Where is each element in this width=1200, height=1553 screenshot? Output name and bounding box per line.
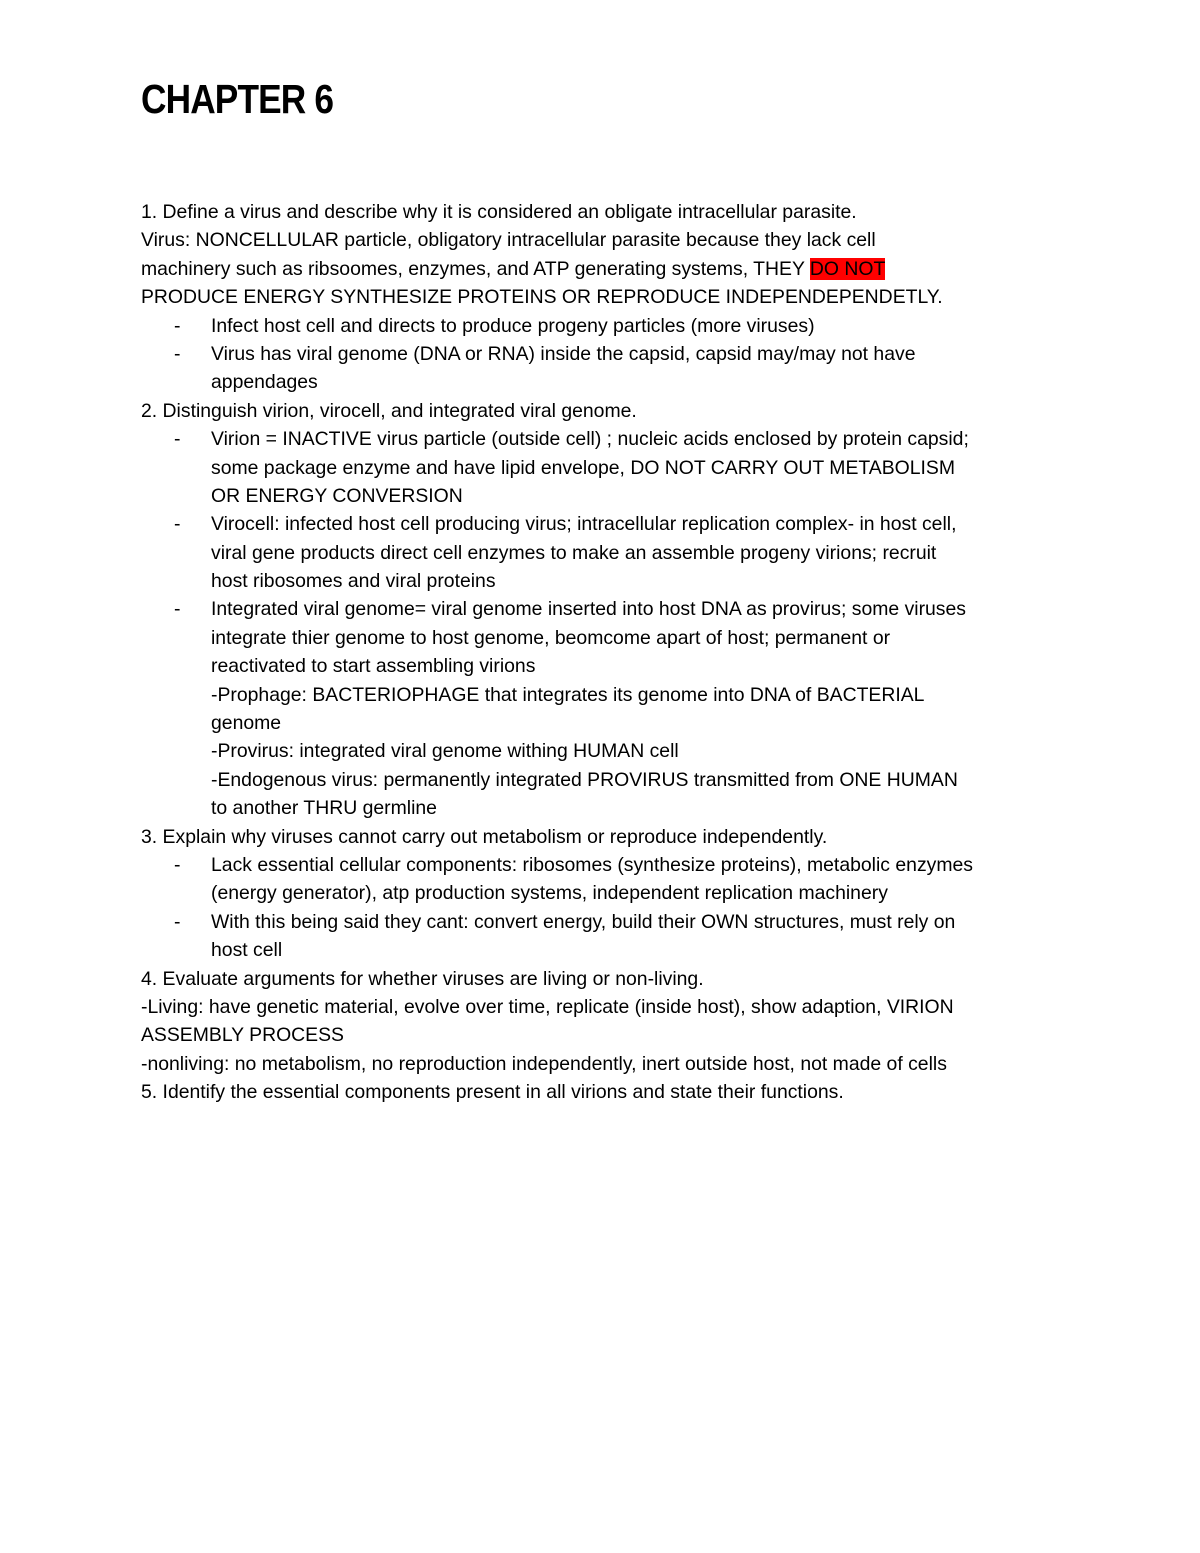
sub-note-line: genome [211, 712, 282, 735]
bullet-item [141, 908, 1071, 965]
sub-note-line: -Endogenous virus: permanently integrated PROVIRUS transmitted from ONE HUMAN [211, 768, 958, 791]
bullet-line: OR ENERGY CONVERSION [211, 484, 463, 507]
bullet-line: Virus has viral genome (DNA or RNA) inside the capsid, capsid may/may not have [211, 342, 916, 365]
q1-answer-line-2-text: machinery such as ribsoomes, enzymes, and ATP generating systems, THEY [141, 257, 810, 280]
bullet-line: Virion = INACTIVE virus particle (outside cell) ; nucleic acids enclosed by protein capsid; [211, 428, 969, 451]
question-3: 3. Explain why viruses cannot carry out metabolism or reproduce independently. [141, 825, 828, 848]
bullet-line: host ribosomes and viral proteins [211, 570, 496, 593]
bullet-dash: - [174, 428, 181, 451]
bullet-line: host cell [211, 939, 283, 962]
bullet-line: Lack essential cellular components: ribosomes (synthesize proteins), metabolic enzymes [211, 853, 973, 876]
bullet-dash: - [174, 853, 181, 876]
bullet-line: Infect host cell and directs to produce progeny particles (more viruses) [211, 314, 815, 337]
bullet-line: integrate thier genome to host genome, beomcome apart of host; permanent or [211, 626, 891, 649]
question-1: 1. Define a virus and describe why it is considered an obligate intracellular parasite. [141, 201, 857, 223]
bullet-item [141, 340, 1071, 397]
q4-living-line-1: -Living: have genetic material, evolve over time, replicate (inside host), show adaption, VIRION [141, 995, 954, 1018]
sub-note-line: to another THRU germline [211, 797, 437, 820]
sub-note-line: -Prophage: BACTERIOPHAGE that integrates its genome into DNA of BACTERIAL [211, 683, 925, 706]
q4-living-line-2: ASSEMBLY PROCESS [141, 1024, 344, 1047]
highlighted-text: DO NOT [809, 257, 886, 280]
bullet-item [141, 510, 1071, 595]
question-5: 5. Identify the essential components present in all virions and state their functions. [141, 1081, 844, 1104]
bullet-dash: - [174, 342, 181, 365]
bullet-dash: - [174, 598, 181, 621]
q4-nonliving-line: -nonliving: no metabolism, no reproduction independently, inert outside host, not made of cells [141, 1052, 947, 1075]
document-content [141, 198, 1071, 1107]
bullet-line: some package enzyme and have lipid envelope, DO NOT CARRY OUT METABOLISM [211, 456, 955, 479]
q1-answer-line-1: Virus: NONCELLULAR particle, obligatory intracellular parasite because they lack cell [141, 229, 876, 252]
bullet-line: Virocell: infected host cell producing virus; intracellular replication complex- in host cell, [211, 513, 957, 536]
bullet-line: With this being said they cant: convert energy, build their OWN structures, must rely on [211, 910, 956, 933]
chapter-title: CHAPTER 6 [141, 76, 334, 122]
bullet-line: viral gene products direct cell enzymes to make an assemble progeny virions; recruit [211, 541, 937, 564]
bullet-line: appendages [211, 371, 318, 394]
q1-answer-line-2 [141, 255, 1071, 283]
question-4: 4. Evaluate arguments for whether viruses are living or non-living. [141, 967, 704, 990]
q1-answer-line-3: PRODUCE ENERGY SYNTHESIZE PROTEINS OR REPRODUCE INDEPENDEPENDETLY. [141, 286, 943, 309]
bullet-item [141, 312, 1071, 340]
bullet-item [141, 851, 1071, 908]
bullet-dash: - [174, 910, 181, 933]
bullet-item [141, 595, 1071, 680]
sub-note-line: -Provirus: integrated viral genome withing HUMAN cell [211, 740, 679, 763]
bullet-line: (energy generator), atp production systems, independent replication machinery [211, 882, 888, 905]
question-2: 2. Distinguish virion, virocell, and integrated viral genome. [141, 399, 637, 422]
bullet-dash: - [174, 314, 181, 337]
bullet-dash: - [174, 513, 181, 536]
bullet-line: Integrated viral genome= viral genome inserted into host DNA as provirus; some viruses [211, 598, 966, 621]
bullet-line: reactivated to start assembling virions [211, 655, 536, 678]
bullet-item [141, 425, 1071, 510]
